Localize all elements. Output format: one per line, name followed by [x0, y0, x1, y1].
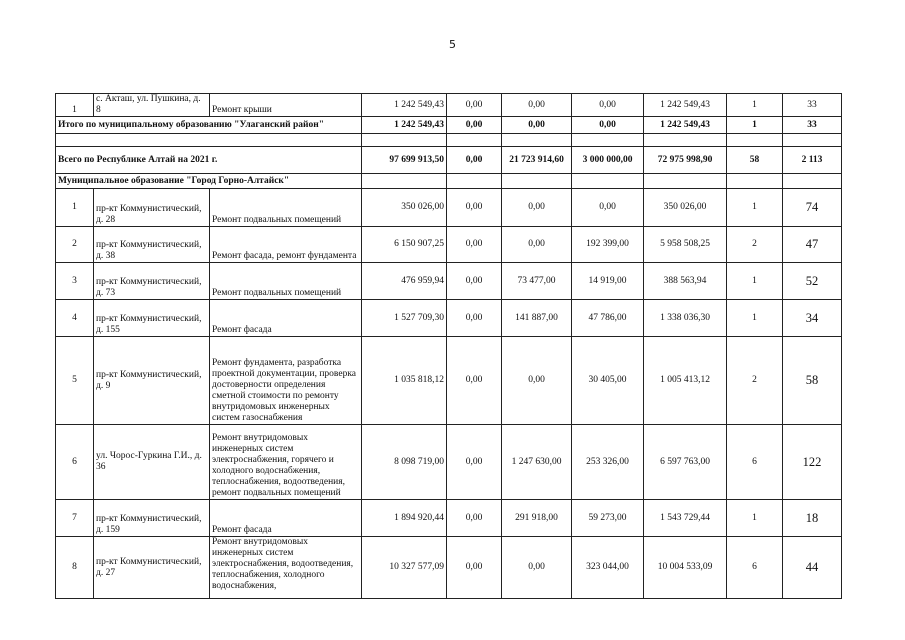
address-cell: с. Акташ, ул. Пушкина, д. 8 [94, 94, 210, 117]
value-cell: 1 [727, 117, 783, 134]
value-cell: 253 326,00 [572, 425, 644, 500]
value-cell: 30 405,00 [572, 337, 644, 425]
value-cell: 1 [727, 300, 783, 337]
value-cell: 0,00 [447, 147, 502, 174]
address-cell: пр-кт Коммунистический, д. 9 [94, 337, 210, 425]
value-cell: 6 597 763,00 [644, 425, 727, 500]
value-cell: 47 [783, 227, 842, 263]
value-cell: 0,00 [502, 94, 572, 117]
total-label: Итого по муниципальному образованию "Улаганский район" [56, 117, 362, 134]
value-cell: 73 477,00 [502, 263, 572, 300]
total-cost-cell: 350 026,00 [362, 189, 447, 227]
value-cell: 291 918,00 [502, 500, 572, 537]
section-header-row [56, 174, 842, 189]
value-cell: 0,00 [447, 227, 502, 263]
total-cost-cell: 1 242 549,43 [362, 94, 447, 117]
value-cell: 21 723 914,60 [502, 147, 572, 174]
work-type-cell: Ремонт подвальных помещений [210, 263, 362, 300]
row-number: 1 [56, 94, 94, 117]
value-cell: 0,00 [447, 94, 502, 117]
work-type-cell: Ремонт фундамента, разработка проектной документации, проверка достоверности определения сметной стоимости по ремонту внутридомовых инженерных систем газоснабжения [210, 337, 362, 425]
repair-program-table [55, 93, 842, 599]
table-row [56, 300, 842, 337]
table-row [56, 500, 842, 537]
value-cell: 33 [783, 94, 842, 117]
value-cell: 0,00 [447, 337, 502, 425]
value-cell: 0,00 [447, 537, 502, 599]
value-cell: 0,00 [502, 537, 572, 599]
value-cell: 47 786,00 [572, 300, 644, 337]
value-cell: 1 543 729,44 [644, 500, 727, 537]
table-row [56, 263, 842, 300]
value-cell: 388 563,94 [644, 263, 727, 300]
value-cell: 192 399,00 [572, 227, 644, 263]
table-row [56, 425, 842, 500]
row-number: 1 [56, 189, 94, 227]
work-type-cell: Ремонт фасада, ремонт фундамента [210, 227, 362, 263]
value-cell: 5 958 508,25 [644, 227, 727, 263]
value-cell: 58 [727, 147, 783, 174]
address-cell: пр-кт Коммунистический, д. 28 [94, 189, 210, 227]
value-cell: 6 [727, 425, 783, 500]
value-cell: 18 [783, 500, 842, 537]
value-cell: 52 [783, 263, 842, 300]
value-cell: 0,00 [447, 300, 502, 337]
work-type-cell: Ремонт фасада [210, 500, 362, 537]
row-number: 2 [56, 227, 94, 263]
value-cell: 2 [727, 227, 783, 263]
address-cell: пр-кт Коммунистический, д. 38 [94, 227, 210, 263]
table-row [56, 537, 842, 599]
row-number: 3 [56, 263, 94, 300]
work-type-cell: Ремонт фасада [210, 300, 362, 337]
value-cell: 97 699 913,50 [362, 147, 447, 174]
total-cost-cell: 1 527 709,30 [362, 300, 447, 337]
value-cell: 323 044,00 [572, 537, 644, 599]
value-cell: 0,00 [572, 94, 644, 117]
value-cell: 1 [727, 94, 783, 117]
value-cell: 350 026,00 [644, 189, 727, 227]
value-cell: 0,00 [447, 117, 502, 134]
value-cell: 0,00 [572, 117, 644, 134]
value-cell: 1 242 549,43 [644, 94, 727, 117]
value-cell: 0,00 [447, 263, 502, 300]
value-cell: 0,00 [502, 117, 572, 134]
table-row [56, 337, 842, 425]
work-type-cell: Ремонт внутридомовых инженерных систем электроснабжения, горячего и холодного водоснабжения, теплоснабжения, водоотведения, ремонт подвальных помещений [210, 425, 362, 500]
value-cell: 2 [727, 337, 783, 425]
row-number: 8 [56, 537, 94, 599]
value-cell: 141 887,00 [502, 300, 572, 337]
value-cell: 2 113 [783, 147, 842, 174]
spacer-row [56, 134, 842, 147]
total-cost-cell: 8 098 719,00 [362, 425, 447, 500]
row-number: 4 [56, 300, 94, 337]
work-type-cell: Ремонт крыши [210, 94, 362, 117]
municipal-total-row [56, 117, 842, 134]
table-row [56, 94, 842, 117]
value-cell: 14 919,00 [572, 263, 644, 300]
value-cell: 10 004 533,09 [644, 537, 727, 599]
address-cell: пр-кт Коммунистический, д. 155 [94, 300, 210, 337]
value-cell: 0,00 [447, 425, 502, 500]
value-cell: 1 [727, 500, 783, 537]
value-cell: 1 [727, 263, 783, 300]
address-cell: пр-кт Коммунистический, д. 27 [94, 537, 210, 599]
page-number: 5 [449, 38, 456, 51]
value-cell: 0,00 [502, 337, 572, 425]
value-cell: 0,00 [447, 189, 502, 227]
value-cell: 1 [727, 189, 783, 227]
value-cell: 59 273,00 [572, 500, 644, 537]
row-number: 6 [56, 425, 94, 500]
value-cell: 0,00 [447, 500, 502, 537]
total-cost-cell: 6 150 907,25 [362, 227, 447, 263]
work-type-cell: Ремонт внутридомовых инженерных систем электроснабжения, водоотведения, теплоснабжения, холодного водоснабжения, [210, 537, 362, 599]
value-cell: 44 [783, 537, 842, 599]
value-cell: 0,00 [572, 189, 644, 227]
section-title: Муниципальное образование "Город Горно-Алтайск" [56, 174, 362, 189]
total-cost-cell: 476 959,94 [362, 263, 447, 300]
value-cell: 0,00 [502, 189, 572, 227]
value-cell: 1 242 549,43 [362, 117, 447, 134]
value-cell: 74 [783, 189, 842, 227]
work-type-cell: Ремонт подвальных помещений [210, 189, 362, 227]
value-cell: 6 [727, 537, 783, 599]
value-cell: 72 975 998,90 [644, 147, 727, 174]
address-cell: ул. Чорос-Гуркина Г.И., д. 36 [94, 425, 210, 500]
total-cost-cell: 10 327 577,09 [362, 537, 447, 599]
republic-total-row [56, 147, 842, 174]
value-cell: 58 [783, 337, 842, 425]
value-cell: 1 242 549,43 [644, 117, 727, 134]
value-cell: 1 005 413,12 [644, 337, 727, 425]
value-cell: 34 [783, 300, 842, 337]
value-cell: 33 [783, 117, 842, 134]
value-cell: 1 338 036,30 [644, 300, 727, 337]
table-row [56, 227, 842, 263]
value-cell: 3 000 000,00 [572, 147, 644, 174]
address-cell: пр-кт Коммунистический, д. 159 [94, 500, 210, 537]
total-cost-cell: 1 035 818,12 [362, 337, 447, 425]
total-label: Всего по Республике Алтай на 2021 г. [56, 147, 362, 174]
table-row [56, 189, 842, 227]
address-cell: пр-кт Коммунистический, д. 73 [94, 263, 210, 300]
value-cell: 0,00 [502, 227, 572, 263]
row-number: 7 [56, 500, 94, 537]
total-cost-cell: 1 894 920,44 [362, 500, 447, 537]
row-number: 5 [56, 337, 94, 425]
value-cell: 1 247 630,00 [502, 425, 572, 500]
value-cell: 122 [783, 425, 842, 500]
